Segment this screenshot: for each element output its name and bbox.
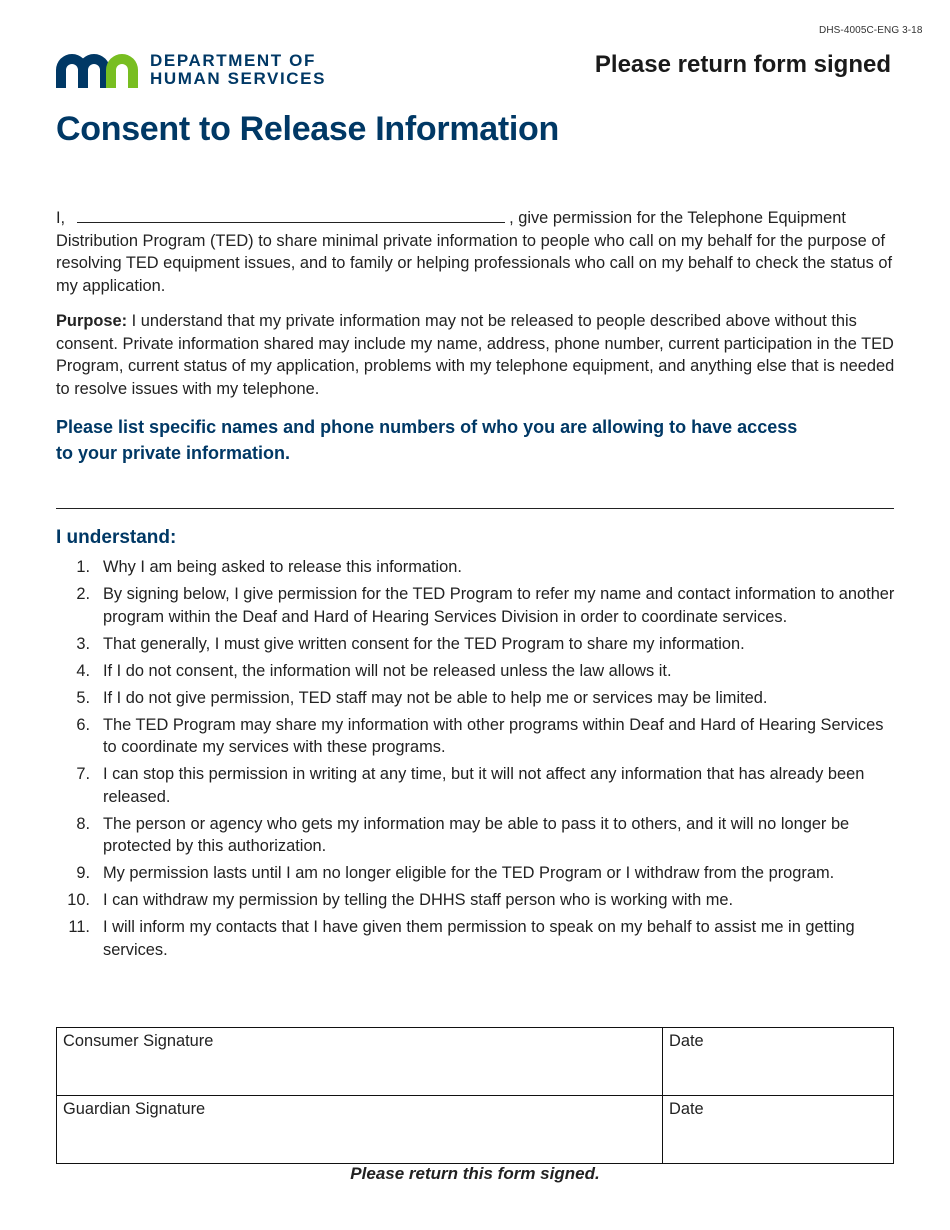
list-item-number: 3.	[76, 634, 90, 653]
consumer-signature-field[interactable]	[57, 1028, 663, 1096]
list-item-text: That generally, I must give written consent for the TED Program to share my information.	[103, 634, 745, 653]
list-item	[56, 660, 896, 683]
list-item-text: My permission lasts until I am no longer eligible for the TED Program or I withdraw from the program.	[103, 864, 835, 882]
list-item	[56, 813, 896, 858]
understand-list	[56, 556, 896, 966]
list-item-number: 6.	[76, 715, 90, 734]
list-item-text: The TED Program may share my information with other programs within Deaf and Hard of Hearing Services to coordinate my services with these programs.	[103, 715, 884, 756]
logo-text	[150, 52, 326, 88]
purpose-paragraph	[56, 310, 896, 400]
contacts-instruction-line-1: Please list specific names and phone numbers of who you are allowing to have access	[56, 417, 798, 437]
understand-heading: I understand:	[56, 527, 177, 548]
list-item	[56, 633, 896, 656]
list-item-text: Why I am being asked to release this information.	[103, 558, 462, 576]
purpose-label: Purpose:	[56, 312, 128, 330]
list-item-text: By signing below, I give permission for the TED Program to refer my name and contact information to another program within the Deaf and Hard of Hearing Services Division in order to coordinate services.	[103, 585, 895, 626]
consumer-date-field[interactable]	[663, 1028, 894, 1096]
guardian-date-field[interactable]	[663, 1096, 894, 1164]
list-item-number: 10.	[67, 891, 90, 909]
signature-table	[56, 1027, 894, 1164]
list-item-text: I can withdraw my permission by telling the DHHS staff person who is working with me.	[103, 891, 734, 909]
table-row	[57, 1096, 894, 1164]
name-field[interactable]	[77, 208, 505, 223]
mn-logo-icon	[56, 52, 138, 88]
form-code: DHS-4005C-ENG 3-18	[819, 25, 923, 36]
list-item-text: I can stop this permission in writing at any time, but it will not affect any information that has already been released.	[103, 765, 865, 806]
return-notice-top: Please return form signed	[594, 51, 891, 78]
list-item-text: The person or agency who gets my information may be able to pass it to others, and it will no longer be protected by this authorization.	[103, 814, 850, 855]
list-item-number: 1.	[76, 558, 90, 576]
consumer-signature-label: Consumer Signature	[63, 1032, 214, 1050]
list-item	[56, 687, 896, 710]
consumer-date-label: Date	[669, 1032, 704, 1050]
contacts-instruction	[56, 414, 816, 466]
page-title: Consent to Release Information	[56, 110, 559, 148]
permission-text: , give permission for the Telephone Equipment Distribution Program (TED) to share minimal private information to people who call on my behalf for the purpose of resolving TED equipment issues, and to family or helping professionals who call on my behalf to check the status of my application.	[56, 209, 893, 295]
guardian-signature-field[interactable]	[57, 1096, 663, 1164]
logo-line-1: DEPARTMENT OF	[150, 51, 316, 70]
guardian-date-label: Date	[669, 1100, 704, 1118]
list-item-number: 7.	[76, 765, 90, 783]
logo-line-2: HUMAN SERVICES	[150, 69, 327, 88]
list-item-number: 4.	[76, 661, 90, 680]
table-row	[57, 1028, 894, 1096]
list-item-text: If I do not consent, the information will not be released unless the law allows it.	[103, 661, 672, 680]
list-item-number: 8.	[76, 814, 90, 833]
list-item-number: 9.	[76, 864, 90, 882]
permission-prefix: I,	[56, 209, 66, 227]
list-item-text: I will inform my contacts that I have given them permission to speak on my behalf to assist me in getting services.	[103, 918, 855, 959]
contacts-entry-line[interactable]	[56, 508, 894, 509]
guardian-signature-label: Guardian Signature	[63, 1100, 206, 1118]
list-item	[56, 763, 896, 808]
list-item-number: 2.	[76, 585, 90, 603]
dhs-logo	[56, 52, 356, 92]
list-item-number: 11.	[68, 918, 90, 936]
list-item	[56, 889, 896, 912]
purpose-text: I understand that my private information may not be released to people described above without this consent. Private information shared may include my name, address, phone number, current participation in the TED Program, current status of my application, problems with my telephone equipment, and anything else that is needed to resolve issues with my telephone.	[56, 312, 895, 398]
contacts-instruction-line-2: to your private information.	[56, 443, 291, 463]
list-item-number: 5.	[76, 688, 90, 707]
return-notice-bottom: Please return this form signed.	[350, 1164, 600, 1183]
list-item	[56, 556, 896, 579]
list-item	[56, 916, 896, 961]
list-item-text: If I do not give permission, TED staff may not be able to help me or services may be limited.	[103, 688, 768, 707]
list-item	[56, 583, 896, 628]
list-item	[56, 714, 896, 759]
permission-paragraph	[56, 207, 896, 297]
list-item	[56, 862, 896, 885]
